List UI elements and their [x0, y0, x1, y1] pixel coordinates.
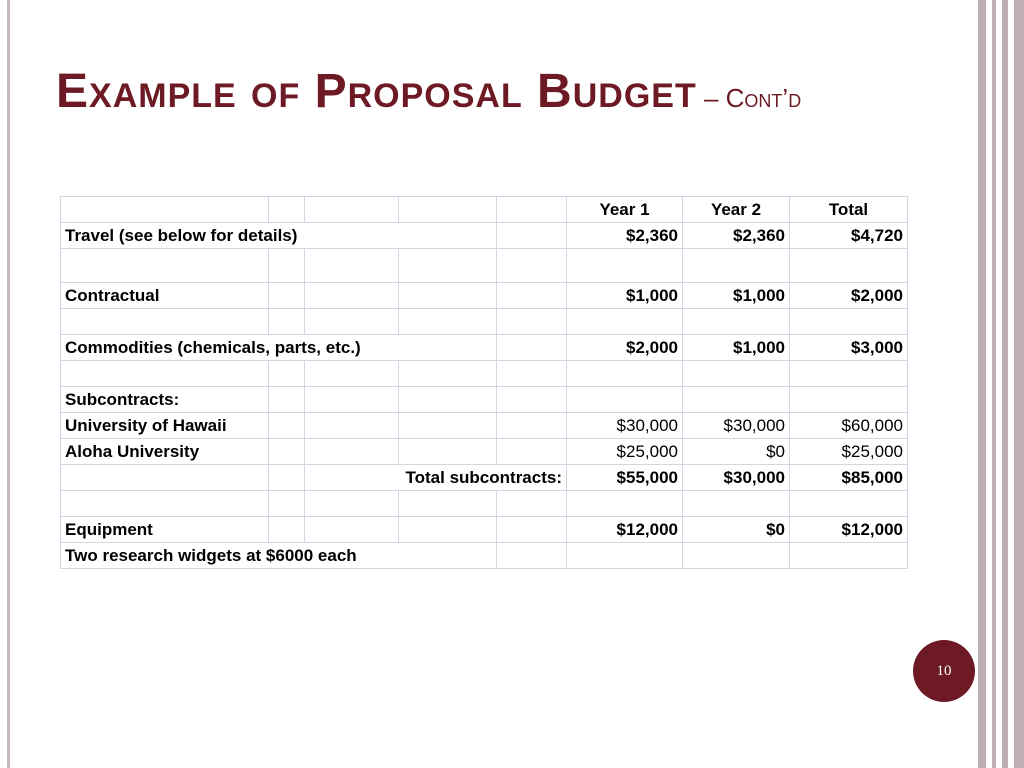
total-sub-total: $85,000 [790, 465, 908, 491]
table-row-total-subcontracts [61, 465, 908, 491]
right-decorative-rule-1 [978, 0, 986, 768]
header-row [61, 197, 908, 223]
row-label: Aloha University [61, 439, 269, 465]
page-number: 10 [936, 662, 952, 679]
slide-title [56, 62, 801, 128]
table-row-hawaii [61, 413, 908, 439]
contractual-year2: $1,000 [683, 283, 790, 309]
hawaii-total: $60,000 [790, 413, 908, 439]
header-year2: Year 2 [683, 197, 790, 223]
spacer-row [61, 491, 908, 517]
aloha-year2: $0 [683, 439, 790, 465]
travel-total: $4,720 [790, 223, 908, 249]
contractual-total: $2,000 [790, 283, 908, 309]
header-year1: Year 1 [567, 197, 683, 223]
aloha-total: $25,000 [790, 439, 908, 465]
spacer-row [61, 249, 908, 283]
commodities-year2: $1,000 [683, 335, 790, 361]
total-sub-year1: $55,000 [567, 465, 683, 491]
contractual-year1: $1,000 [567, 283, 683, 309]
aloha-year1: $25,000 [567, 439, 683, 465]
spacer-row [61, 361, 908, 387]
table-row-travel [61, 223, 908, 249]
right-decorative-rule-2 [992, 0, 996, 768]
row-label: Contractual [61, 283, 269, 309]
row-label: Two research widgets at $6000 each [61, 543, 497, 569]
left-decorative-rule [7, 0, 10, 768]
row-label: Travel (see below for details) [61, 223, 497, 249]
hawaii-year2: $30,000 [683, 413, 790, 439]
slide-title-main: Example of Proposal Budget [56, 65, 697, 118]
commodities-total: $3,000 [790, 335, 908, 361]
travel-year2: $2,360 [683, 223, 790, 249]
row-label: Total subcontracts: [305, 465, 567, 491]
travel-year1: $2,360 [567, 223, 683, 249]
row-label: University of Hawaii [61, 413, 269, 439]
commodities-year1: $2,000 [567, 335, 683, 361]
row-label: Commodities (chemicals, parts, etc.) [61, 335, 497, 361]
table-row-widgets [61, 543, 908, 569]
equipment-year2: $0 [683, 517, 790, 543]
right-decorative-rule-3 [1002, 0, 1008, 768]
table-row-equipment [61, 517, 908, 543]
hawaii-year1: $30,000 [567, 413, 683, 439]
header-total: Total [790, 197, 908, 223]
row-label: Equipment [61, 517, 269, 543]
table-row-commodities [61, 335, 908, 361]
budget-table [60, 196, 908, 569]
table-row-subcontracts [61, 387, 908, 413]
table-row-contractual [61, 283, 908, 309]
equipment-total: $12,000 [790, 517, 908, 543]
total-sub-year2: $30,000 [683, 465, 790, 491]
right-decorative-rule-4 [1014, 0, 1024, 768]
row-label: Subcontracts: [61, 387, 269, 413]
equipment-year1: $12,000 [567, 517, 683, 543]
page-number-badge [913, 640, 975, 702]
slide-title-subtitle: – Cont’d [696, 83, 802, 113]
table-row-aloha [61, 439, 908, 465]
spacer-row [61, 309, 908, 335]
